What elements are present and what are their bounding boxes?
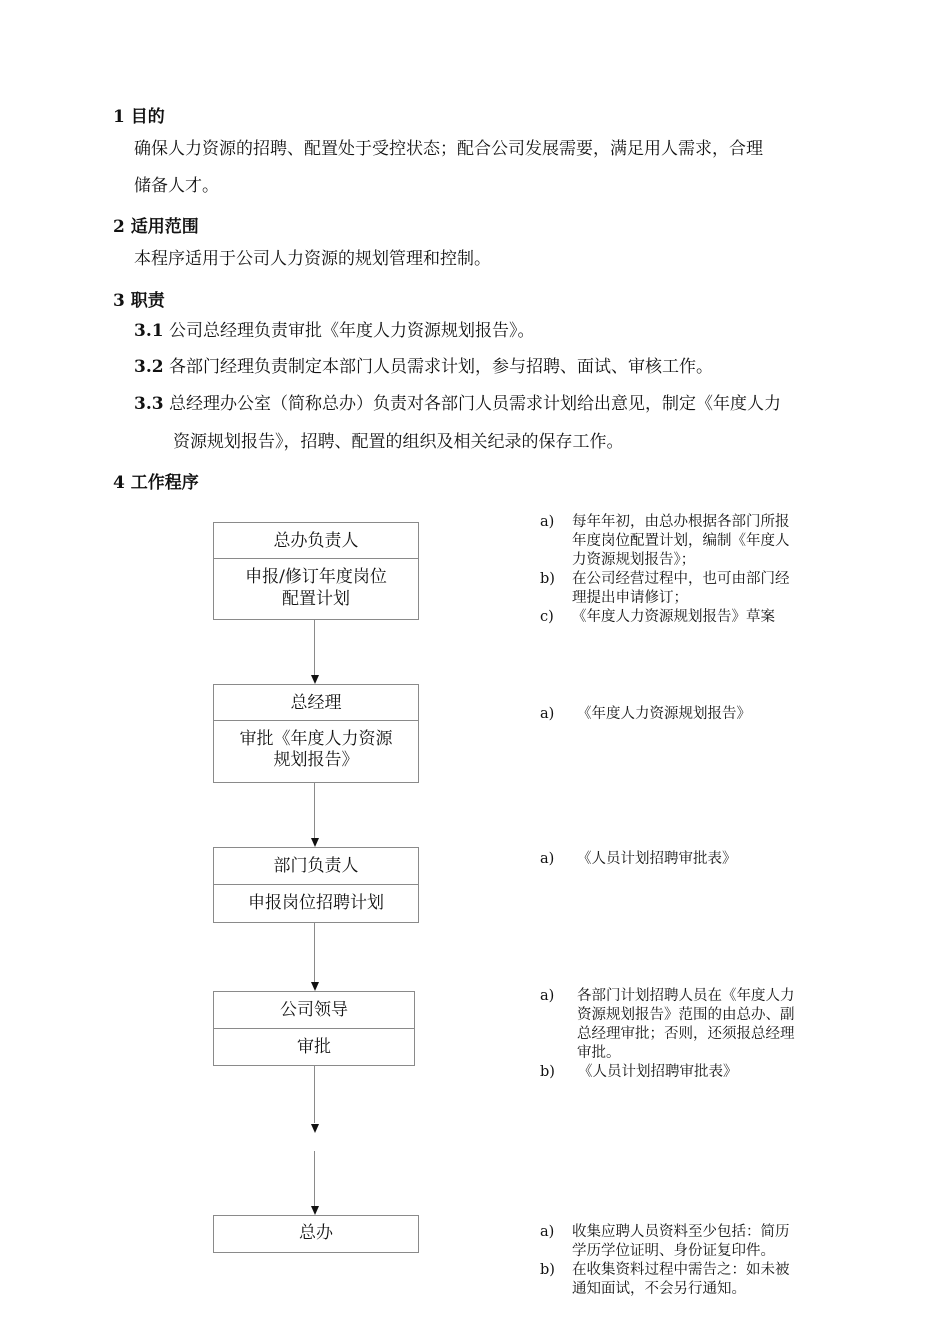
section-2-line-1: 本程序适用于公司人力资源的规划管理和控制。 bbox=[134, 249, 491, 269]
note-text: 学历学位证明、身份证复印件。 bbox=[572, 1243, 775, 1259]
note-text: 在公司经营过程中，也可由部门经 bbox=[572, 571, 790, 587]
note-text: 《年度人力资源规划报告》 bbox=[577, 706, 751, 722]
note-item bbox=[540, 1063, 840, 1082]
connector-4-line bbox=[314, 1065, 315, 1123]
section-3-3 bbox=[134, 395, 781, 414]
flow-step-1-role: 总办负责人 bbox=[273, 531, 359, 551]
flow-step-3-divider bbox=[214, 884, 418, 885]
connector-2-line bbox=[314, 782, 315, 838]
section-3-1-number: 3.1 bbox=[134, 321, 164, 341]
note-label: a) bbox=[540, 1224, 555, 1240]
flow-step-2-divider bbox=[214, 720, 418, 721]
connector-1-arrowhead bbox=[311, 675, 319, 684]
section-3-2 bbox=[134, 358, 713, 377]
note-item bbox=[540, 570, 840, 608]
flow-step-2-box bbox=[213, 684, 419, 783]
flow-step-1-divider bbox=[214, 558, 418, 559]
note-text: 资源规划报告》范围的由总办、副 bbox=[577, 1007, 795, 1023]
note-text: 《人员计划招聘审批表》 bbox=[578, 1064, 738, 1080]
flow-step-5-role: 总办 bbox=[299, 1223, 333, 1243]
section-1-line-2: 储备人才。 bbox=[134, 176, 219, 196]
section-3-3-number: 3.3 bbox=[134, 394, 164, 414]
note-text: 《年度人力资源规划报告》草案 bbox=[572, 609, 775, 625]
connector-2-arrowhead bbox=[311, 838, 319, 847]
section-3-3-line-2: 资源规划报告》，招聘、配置的组织及相关纪录的保存工作。 bbox=[173, 432, 624, 452]
flow-step-1-action-line-1: 申报/修订年度岗位 bbox=[245, 567, 387, 587]
note-text: 在收集资料过程中需告之：如未被 bbox=[572, 1262, 790, 1278]
section-1-line-1: 确保人力资源的招聘、配置处于受控状态；配合公司发展需要，满足用人需求，合理 bbox=[134, 139, 763, 159]
flow-step-1-box bbox=[213, 522, 419, 620]
connector-4-arrowhead bbox=[311, 1124, 319, 1133]
section-3-3-text: 总经理办公室（简称总办）负责对各部门人员需求计划给出意见，制定《年度人力 bbox=[163, 394, 781, 414]
notes-step-1 bbox=[540, 513, 840, 627]
notes-step-3 bbox=[540, 850, 840, 869]
section-4-title: 4 工作程序 bbox=[113, 473, 199, 493]
note-label: a) bbox=[540, 706, 555, 722]
note-text: 通知面试，不会另行通知。 bbox=[572, 1281, 746, 1297]
flow-step-4-role: 公司领导 bbox=[280, 1000, 348, 1020]
note-text: 每年年初，由总办根据各部门所报 bbox=[572, 514, 790, 530]
note-label: b) bbox=[540, 571, 555, 587]
notes-step-5 bbox=[540, 1223, 840, 1299]
section-3-title: 3 职责 bbox=[113, 291, 165, 311]
note-label: a) bbox=[540, 988, 555, 1004]
section-3-1 bbox=[134, 322, 534, 341]
note-text: 收集应聘人员资料至少包括：简历 bbox=[572, 1224, 790, 1240]
flow-step-3-action: 申报岗位招聘计划 bbox=[248, 893, 384, 913]
connector-5-arrowhead bbox=[311, 1206, 319, 1215]
section-3-2-number: 3.2 bbox=[134, 357, 164, 377]
section-3-2-text: 各部门经理负责制定本部门人员需求计划，参与招聘、面试、审核工作。 bbox=[163, 357, 713, 377]
note-text: 审批。 bbox=[577, 1045, 621, 1061]
note-item bbox=[540, 987, 840, 1063]
notes-step-4 bbox=[540, 987, 840, 1082]
flow-step-4-box bbox=[213, 991, 415, 1066]
note-item bbox=[540, 513, 840, 570]
connector-3-arrowhead bbox=[311, 982, 319, 991]
connector-1-line bbox=[314, 619, 315, 675]
flow-step-1-action-line-2: 配置计划 bbox=[282, 589, 350, 609]
notes-step-2 bbox=[540, 705, 840, 724]
note-text: 理提出申请修订； bbox=[572, 590, 688, 606]
section-3-1-text: 公司总经理负责审批《年度人力资源规划报告》。 bbox=[163, 321, 535, 341]
flow-step-2-action-line-2: 规划报告》 bbox=[273, 750, 359, 770]
note-item bbox=[540, 850, 840, 869]
note-label: a) bbox=[540, 851, 555, 867]
note-item bbox=[540, 608, 840, 627]
flow-step-5-box bbox=[213, 1215, 419, 1253]
note-item bbox=[540, 1261, 840, 1299]
note-text: 各部门计划招聘人员在《年度人力 bbox=[577, 988, 795, 1004]
flow-step-3-role: 部门负责人 bbox=[273, 856, 359, 876]
note-label: c) bbox=[540, 609, 554, 625]
connector-3-line bbox=[314, 922, 315, 982]
flow-step-3-box bbox=[213, 847, 419, 923]
note-item bbox=[540, 705, 840, 724]
flow-step-2-action-line-1: 审批《年度人力资源 bbox=[239, 729, 393, 749]
note-text: 总经理审批；否则，还须报总经理 bbox=[577, 1026, 795, 1042]
flow-step-4-divider bbox=[214, 1028, 414, 1029]
note-text: 力资源规划报告》； bbox=[572, 552, 696, 568]
note-item bbox=[540, 1223, 840, 1261]
note-text: 《人员计划招聘审批表》 bbox=[577, 851, 737, 867]
note-text: 年度岗位配置计划，编制《年度人 bbox=[572, 533, 790, 549]
note-label: a) bbox=[540, 514, 555, 530]
section-2-title: 2 适用范围 bbox=[113, 217, 199, 237]
section-1-title: 1 目的 bbox=[113, 107, 165, 127]
flow-step-4-action: 审批 bbox=[297, 1037, 331, 1057]
connector-5-line bbox=[314, 1151, 315, 1206]
note-label: b) bbox=[540, 1262, 555, 1278]
flow-step-2-role: 总经理 bbox=[290, 693, 342, 713]
note-label: b) bbox=[540, 1064, 555, 1080]
